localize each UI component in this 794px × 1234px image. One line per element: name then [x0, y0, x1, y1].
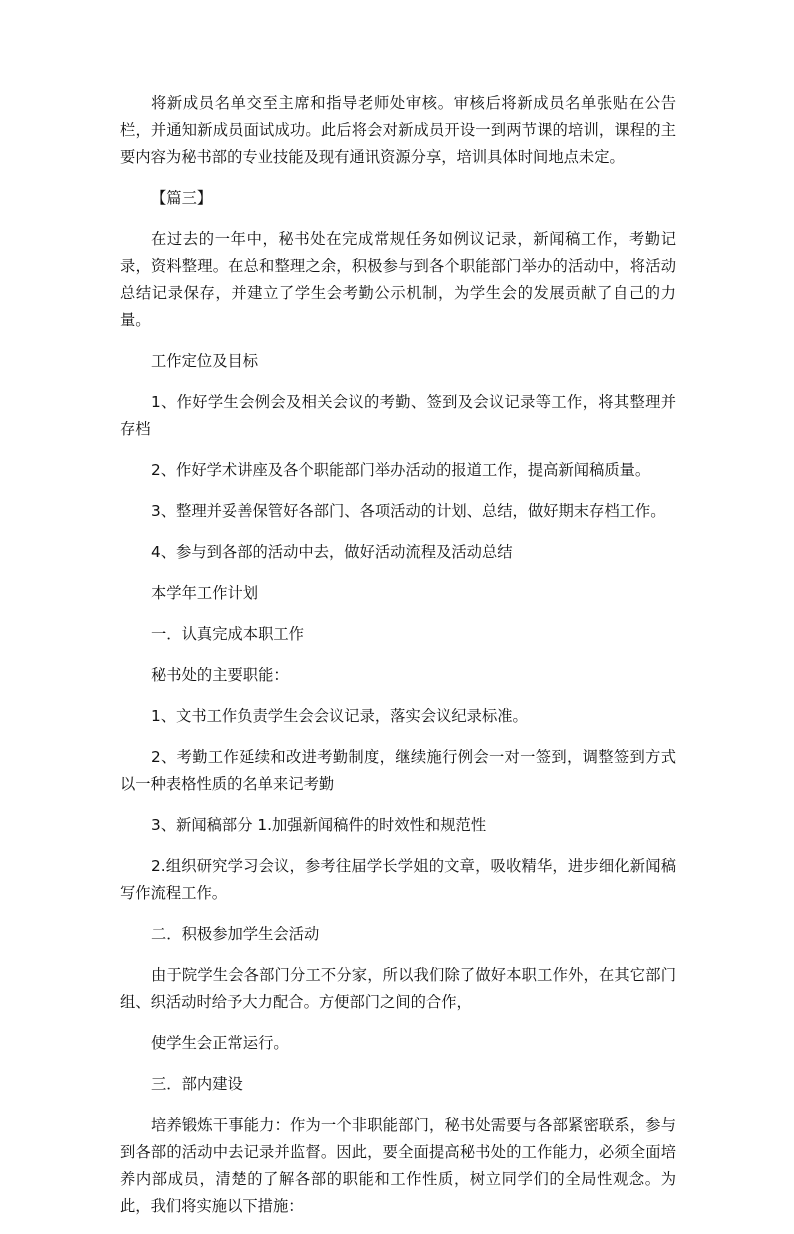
list-item-goal-2: 2、作好学术讲座及各个职能部门举办活动的报道工作，提高新闻稿质量。	[151, 461, 651, 479]
heading-annual-plan: 本学年工作计划	[151, 584, 259, 602]
list-item-goal-1: 1、作好学生会例会及相关会议的考勤、签到及会议记录等工作，将其整理并存档	[120, 393, 676, 438]
heading-plan-1: 一．认真完成本职工作	[151, 625, 304, 643]
heading-work-positioning: 工作定位及目标	[151, 352, 259, 370]
paragraph-normal-operation: 使学生会正常运行。	[151, 1034, 289, 1052]
list-item-function-3-sub-2: 2.组织研究学习会议，参考往届学长学姐的文章，吸收精华，进步细化新闻稿写作流程工作。	[120, 857, 676, 902]
list-item-goal-4: 4、参与到各部的活动中去，做好活动流程及活动总结	[151, 543, 513, 561]
list-item-function-3: 3、新闻稿部分 1.加强新闻稿件的时效性和规范性	[151, 816, 487, 834]
list-item-function-2: 2、考勤工作延续和改进考勤制度，继续施行例会一对一签到，调整签到方式以一种表格性质的名单来记考勤	[120, 748, 676, 793]
paragraph-staff-training: 培养锻炼干事能力：作为一个非职能部门，秘书处需要与各部紧密联系，参与到各部的活动中去记录并监督。因此，要全面提高秘书处的工作能力，必须全面培养内部成员，清楚的了解各部的职能和工作性质，树立同学们的全局性观念。为此，我们将实施以下措施：	[120, 1116, 676, 1215]
list-item-goal-3: 3、整理并妥善保管好各部门、各项活动的计划、总结，做好期末存档工作。	[151, 502, 666, 520]
paragraph-review-process: 将新成员名单交至主席和指导老师处审核。审核后将新成员名单张贴在公告栏，并通知新成员面试成功。此后将会对新成员开设一到两节课的培训，课程的主要内容为秘书部的专业技能及现有通讯资源分享，培训具体时间地点未定。	[120, 94, 676, 166]
paragraph-cooperation: 由于院学生会各部门分工不分家，所以我们除了做好本职工作外，在其它部门组、织活动时给予大力配合。方便部门之间的合作，	[120, 966, 676, 1011]
document-body	[120, 90, 676, 1234]
paragraph-main-functions: 秘书处的主要职能：	[151, 666, 289, 684]
list-item-function-1: 1、文书工作负责学生会会议记录，落实会议纪录标准。	[151, 707, 528, 725]
heading-plan-2: 二．积极参加学生会活动	[151, 925, 320, 943]
section-heading-part-three: 【篇三】	[151, 189, 213, 207]
heading-plan-3: 三．部内建设	[151, 1075, 243, 1093]
paragraph-past-year-summary: 在过去的一年中，秘书处在完成常规任务如例议记录，新闻稿工作，考勤记录，资料整理。在总和整理之余，积极参与到各个职能部门举办的活动中，将活动总结记录保存，并建立了学生会考勤公示机制，为学生会的发展贡献了自己的力量。	[120, 230, 676, 329]
